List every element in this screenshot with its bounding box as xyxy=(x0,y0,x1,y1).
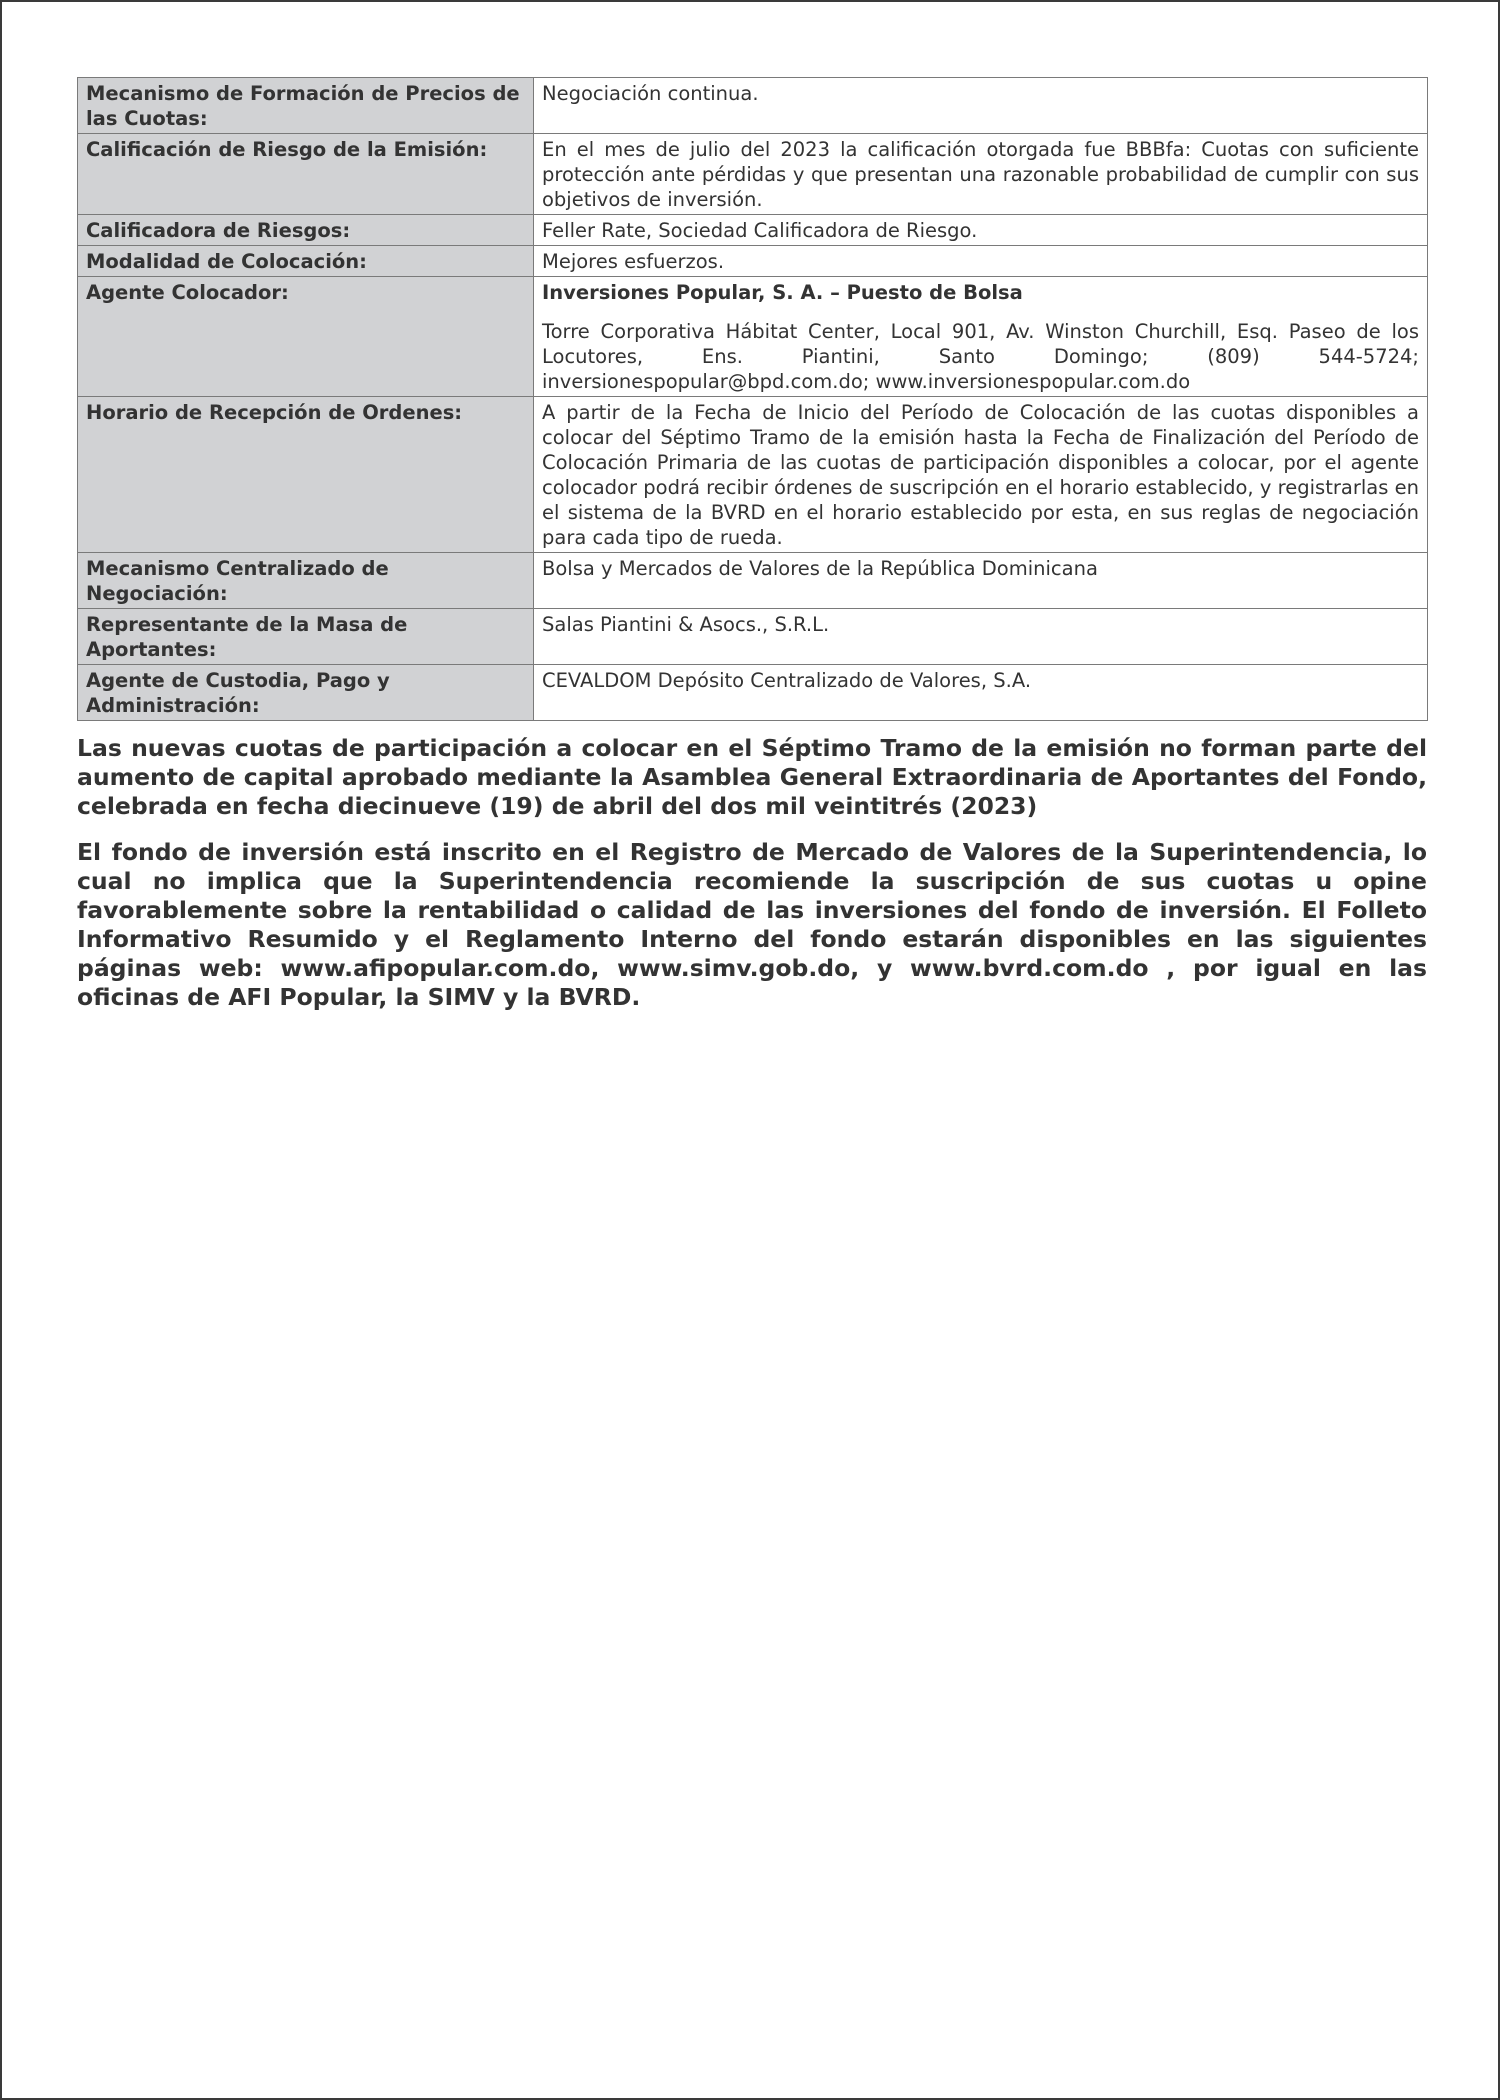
row-label: Horario de Recepción de Ordenes: xyxy=(78,397,534,553)
row-value-agent xyxy=(534,277,1428,397)
row-label: Agente de Custodia, Pago y Administración: xyxy=(78,665,534,721)
row-label: Calificación de Riesgo de la Emisión: xyxy=(78,134,534,215)
table-row xyxy=(78,277,1428,397)
row-label: Agente Colocador: xyxy=(78,277,534,397)
row-label: Representante de la Masa de Aportantes: xyxy=(78,609,534,665)
row-label: Modalidad de Colocación: xyxy=(78,246,534,277)
row-value: CEVALDOM Depósito Centralizado de Valores, S.A. xyxy=(534,665,1428,721)
page-content xyxy=(77,77,1427,1029)
table-row xyxy=(78,246,1428,277)
table-row xyxy=(78,215,1428,246)
row-value: Feller Rate, Sociedad Calificadora de Riesgo. xyxy=(534,215,1428,246)
row-value: A partir de la Fecha de Inicio del Período de Colocación de las cuotas disponibles a colocar del Séptimo Tramo de la emisión hasta la Fecha de Finalización del Período de Colocación Primaria de las cuotas de participación disponibles a colocar, por el agente colocador podrá recibir órdenes de suscripción en el horario establecido, y registrarlas en el sistema de la BVRD en el horario establecido por esta, en sus reglas de negociación para cada tipo de rueda. xyxy=(534,397,1428,553)
agent-name: Inversiones Popular, S. A. – Puesto de Bolsa xyxy=(542,281,1023,304)
agent-address: Torre Corporativa Hábitat Center, Local 901, Av. Winston Churchill, Esq. Paseo de los Locutores, Ens. Piantini, Santo Domingo; (809) 544-5724; inversionespopular@bpd.com.do; www.inversionespopular.com.do xyxy=(542,320,1419,393)
table-row xyxy=(78,78,1428,134)
table-row xyxy=(78,553,1428,609)
row-value: En el mes de julio del 2023 la calificación otorgada fue BBBfa: Cuotas con suficiente protección ante pérdidas y que presentan una razonable probabilidad de cumplir con sus objetivos de inversión. xyxy=(534,134,1428,215)
row-label: Calificadora de Riesgos: xyxy=(78,215,534,246)
row-value: Negociación continua. xyxy=(534,78,1428,134)
row-label: Mecanismo de Formación de Precios de las Cuotas: xyxy=(78,78,534,134)
table-row xyxy=(78,134,1428,215)
table-row xyxy=(78,665,1428,721)
row-value: Mejores esfuerzos. xyxy=(534,246,1428,277)
row-value: Salas Piantini & Asocs., S.R.L. xyxy=(534,609,1428,665)
row-value: Bolsa y Mercados de Valores de la República Dominicana xyxy=(534,553,1428,609)
table-row xyxy=(78,609,1428,665)
table-row xyxy=(78,397,1428,553)
row-label: Mecanismo Centralizado de Negociación: xyxy=(78,553,534,609)
disclaimer-notes xyxy=(77,734,1427,1012)
capital-increase-note: Las nuevas cuotas de participación a colocar en el Séptimo Tramo de la emisión no forman parte del aumento de capital aprobado mediante la Asamblea General Extraordinaria de Aportantes del Fondo, celebrada en fecha diecinueve (19) de abril del dos mil veintitrés (2023) xyxy=(77,734,1427,820)
registration-disclaimer: El fondo de inversión está inscrito en el Registro de Mercado de Valores de la Superintendencia, lo cual no implica que la Superintendencia recomiende la suscripción de sus cuotas u opine favorablemente sobre la rentabilidad o calidad de las inversiones del fondo de inversión. El Folleto Informativo Resumido y el Reglamento Interno del fondo estarán disponibles en las siguientes páginas web: www.afipopular.com.do, www.simv.gob.do, y www.bvrd.com.do , por igual en las oficinas de AFI Popular, la SIMV y la BVRD. xyxy=(77,838,1427,1011)
emission-info-table xyxy=(77,77,1428,721)
